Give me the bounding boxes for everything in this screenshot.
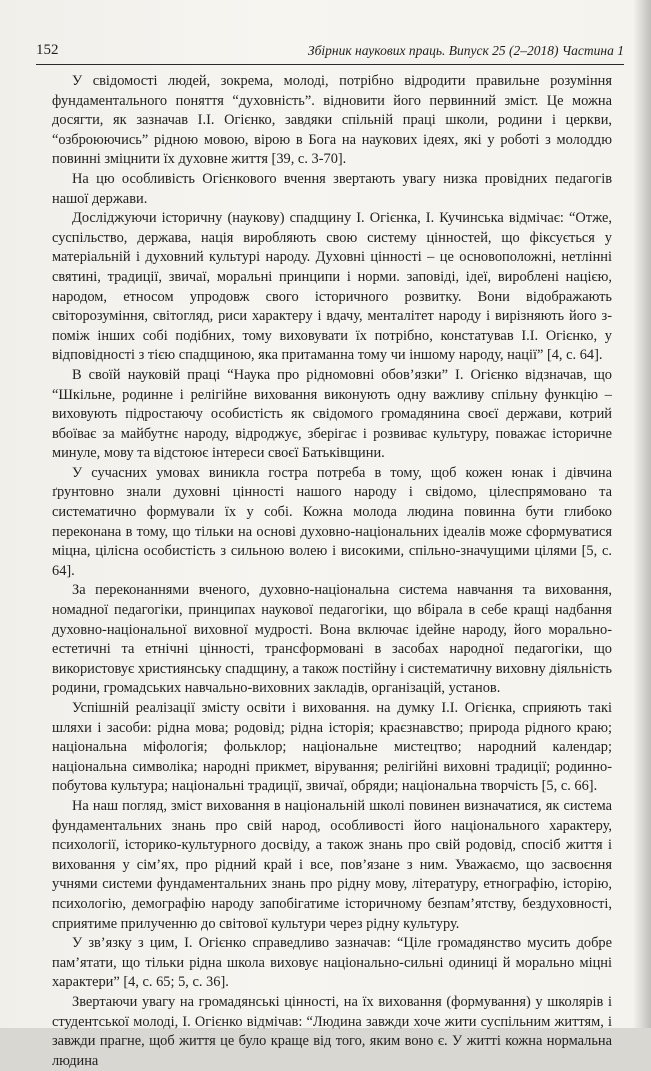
paragraph: Успішній реалізації змісту освіти і виховання. на думку І.І. Огієнка, сприяють такі шляхи і засоби: рідна мова; родовід; рідна історія; краєзнавство; природа рідного краю; національна міфологія; фольклор; національне мистецтво; народний календар; національна символіка; народні прикмет, вірування; релігійні виховні традиції; родинно-побутова культура; національні традиції, звичаї, обряди; національна творчість [5, с. 66]. bbox=[52, 700, 612, 795]
paragraph: За переконаннями вченого, духовно-національна система навчання та виховання, номадної педагогіки, принципах наукової педагогіки, що вбірала в себе кращі надбання духовно-національної виховної мудрості. Вона включає ідейне народу, його морально-естетичні та етнічні цінності, трансформовані в засобах народної педагогіки, що використовує християнську спадщину, а також постійну і систематичну виховну діяльність родини, громадських навчально-виховних закладів, організацій, установ. bbox=[52, 582, 612, 697]
paragraph: На наш погляд, зміст виховання в національній школі повинен визначатися, як система фундаментальних знань про свій народ, особливості його національного характеру, психології, історико-культурного досвіду, а також знань про свій родовід, спосіб життя і виховання у сім’ях, про рідний край і все, пов’язане з ним. Уважаємо, що засвоєння учнями системи фундаментальних знань про рідну мову, літературу, етнографію, історію, психологію, демографію народу запобігатиме історичному безпам’ятству, бездуховності, сприятиме прилученню до світової культури через рідну культуру. bbox=[52, 797, 612, 932]
paragraph: Звертаючи увагу на громадянські цінності, на їх виховання (формування) у школярів і студентської молоді, І. Огієнко відмічав: “Людина завжди хоче жити суспільним життям, і завжди прагне, щоб життя це було краще від того, яким воно є. У житті кожна нормальна людина bbox=[52, 993, 612, 1069]
paragraph: В своїй науковій праці “Наука про рідномовні обов’язки” І. Огієнко відзначав, що “Шкільне, родинне і релігійне виховання виконують одну важливу спільну функцію – виховують підростаючу особистість як свідомого громадянина своєї держави, котрий вбоїває за майбутнє народу, відроджує, зберігає і розвиває культуру, поважає історичне минуле, мову та відстоює інтереси своєї Батьківщини. bbox=[52, 366, 612, 462]
paragraph: У свідомості людей, зокрема, молоді, потрібно відродити правильне розуміння фундаментального поняття “духовність”. відновити його первинний зміст. Це можна досягти, як зазначав І.І. Огієнко, завдяки спільній праці школи, родини і церкви, “озброюючись” рідною мовою, вірою в Бога на наукових ідеях, які у роботі з молоддю повинні зміцнити їх духовне життя [39, с. 3-70]. bbox=[52, 73, 612, 168]
article-body bbox=[52, 72, 612, 1071]
paragraph: Досліджуючи історичну (наукову) спадщину І. Огієнка, І. Кучинська відмічає: “Отже, суспільство, держава, нація виробляють свою систему цінностей, що фіксується у матеріальній і духовний культурі народу. Духовні цінності – це основоположні, нетлінні святині, традиції, звичаї, моральні принципи і норми. заповіді, ідеї, вироблені нацією, народом, етносом упродовж свого історичного розвитку. Вони відображають світорозуміння, світогляд, риси характеру і вдачу, менталітет народу і вирізняють його з-поміж інших собі подібних, тому виховувати їх потрібно, констатував І.І. Огієнко, у відповідності з тією спадщиною, яка притаманна тому чи іншому народу, нації” [4, с. 64]. bbox=[52, 210, 612, 364]
paragraph: У сучасних умовах виникла гостра потреба в тому, щоб кожен юнак і дівчина ґрунтовно знали духовні цінності нашого народу і свідомо, цілеспрямовано та систематично формували їх у собі. Кожна молода людина повинна бути глибоко переконана в тому, що тільки на основі духовно-національних ідеалів може сформуватися міцна, цілісна особистість з сильною волею і високими, спільно-значущими цілями [5, с. 64]. bbox=[52, 464, 612, 579]
paragraph: На цю особливість Огієнкового вчення звертають увагу низка провідних педагогів нашої держави. bbox=[52, 170, 612, 207]
running-title: Збірник наукових праць. Випуск 25 (2–2018) Частина 1 bbox=[307, 43, 624, 58]
page-number: 152 bbox=[36, 42, 59, 58]
paragraph: У зв’язку з цим, І. Огієнко справедливо зазначав: “Ціле громадянство мусить добре пам’ятати, що тільки рідна школа виховує національно-сильні одиниці й морально міцні характери” [4, с. 65; 5, с. 36]. bbox=[52, 935, 612, 991]
page-header bbox=[36, 40, 624, 65]
